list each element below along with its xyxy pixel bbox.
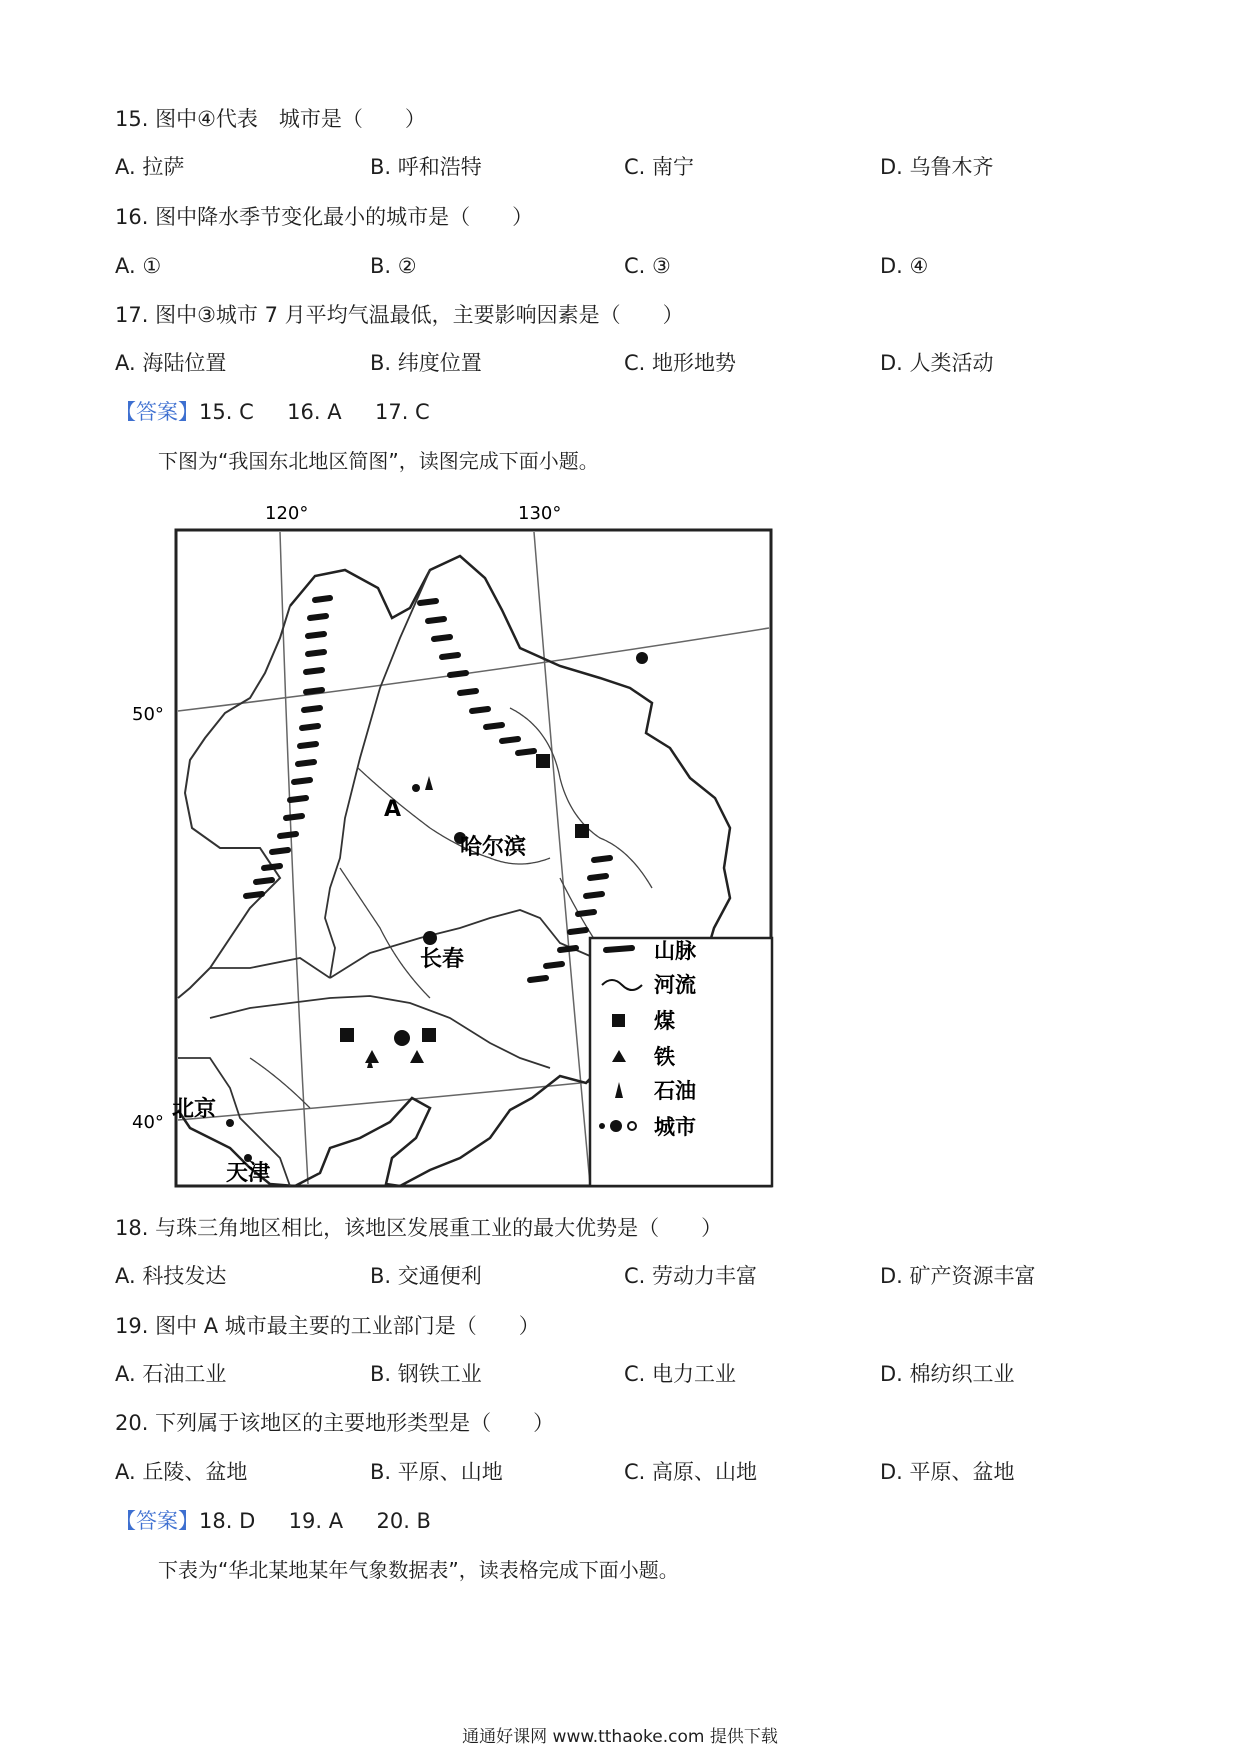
question-18: 18. 与珠三角地区相比，该地区发展重工业的最大优势是（ ） — [115, 1216, 723, 1240]
coal-icon — [340, 1028, 354, 1042]
question-20-options — [0, 1458, 1240, 1488]
option-d: D. ④ — [880, 254, 929, 278]
northeast-china-map — [130, 498, 780, 1198]
option-a: A. 拉萨 — [115, 155, 185, 179]
coal-icon — [612, 1014, 625, 1027]
city-changchun-marker — [423, 931, 437, 945]
answer-line-2: 【答案】18. D 19. A 20. B — [115, 1509, 431, 1533]
boundary-inner-mongolia — [325, 570, 430, 978]
option-c: C. ③ — [624, 254, 671, 278]
boundary-west — [178, 606, 290, 998]
legend-label-oil: 石油 — [654, 1079, 696, 1103]
answer-line-1: 【答案】15. C 16. A 17. C — [115, 400, 430, 424]
option-a: A. 科技发达 — [115, 1264, 227, 1288]
option-d: D. 棉纺织工业 — [880, 1362, 1015, 1386]
legend-label-iron: 铁 — [654, 1045, 675, 1069]
option-d: D. 乌鲁木齐 — [880, 155, 994, 179]
latitude-label-50: 50° — [132, 704, 164, 725]
mountain-icon — [606, 948, 632, 950]
option-c: C. 南宁 — [624, 155, 695, 179]
intro-table: 下表为“华北某地某年气象数据表”，读表格完成下面小题。 — [158, 1558, 679, 1582]
question-15: 15. 图中④代表 城市是（ ） — [115, 107, 426, 131]
label-beijing: 北京 — [172, 1097, 217, 1122]
option-d: D. 矿产资源丰富 — [880, 1264, 1036, 1288]
city-shenyang-marker — [394, 1030, 410, 1046]
footer-watermark: 通通好课网 www.tthaoke.com 提供下载 — [462, 1727, 778, 1747]
question-18-options — [0, 1262, 1240, 1292]
label-harbin: 哈尔滨 — [460, 835, 527, 860]
longitude-label-130: 130° — [518, 503, 562, 524]
oil-icon — [425, 776, 433, 790]
question-15-options — [0, 153, 1240, 183]
city-icon — [610, 1120, 622, 1132]
option-c: C. 高原、山地 — [624, 1460, 758, 1484]
option-a: A. 海陆位置 — [115, 351, 227, 375]
option-d: D. 平原、盆地 — [880, 1460, 1015, 1484]
legend-label-mountain: 山脉 — [654, 939, 696, 963]
option-c: C. 劳动力丰富 — [624, 1264, 758, 1288]
city-beijing-marker — [226, 1119, 234, 1127]
label-changchun: 长春 — [420, 947, 465, 972]
question-16: 16. 图中降水季节变化最小的城市是（ ） — [115, 205, 534, 229]
legend-label-city: 城市 — [654, 1115, 696, 1139]
legend-label-river: 河流 — [654, 973, 696, 997]
question-19-options — [0, 1360, 1240, 1390]
iron-icon — [365, 1050, 379, 1063]
answer-tag: 【答案】 — [115, 1509, 199, 1533]
option-c: C. 地形地势 — [624, 351, 737, 375]
latitude-label-40: 40° — [132, 1112, 164, 1133]
option-b: B. ② — [370, 254, 417, 278]
option-d: D. 人类活动 — [880, 351, 994, 375]
question-17-options — [0, 349, 1240, 379]
legend-label-coal: 煤 — [654, 1009, 675, 1033]
label-tianjin: 天津 — [226, 1161, 271, 1186]
option-a: A. ① — [115, 254, 162, 278]
city-north-marker — [636, 652, 648, 664]
coal-icon — [422, 1028, 436, 1042]
resource-symbols — [340, 754, 589, 1068]
intro-map: 下图为“我国东北地区简图”，读图完成下面小题。 — [158, 449, 599, 473]
boundary-jilin-liaoning — [210, 958, 550, 1068]
question-16-options — [0, 252, 1240, 282]
coal-icon — [575, 824, 589, 838]
meridian-120 — [280, 532, 308, 1184]
city-a-marker — [412, 784, 420, 792]
answer-tag: 【答案】 — [115, 400, 199, 424]
city-icon — [599, 1123, 605, 1129]
city-markers — [226, 652, 648, 1162]
option-b: B. 交通便利 — [370, 1264, 482, 1288]
option-c: C. 电力工业 — [624, 1362, 737, 1386]
question-17: 17. 图中③城市 7 月平均气温最低，主要影响因素是（ ） — [115, 303, 684, 327]
coal-icon — [536, 754, 550, 768]
map-legend — [590, 938, 772, 1186]
option-a: A. 石油工业 — [115, 1362, 227, 1386]
longitude-label-120: 120° — [265, 503, 309, 524]
option-b: B. 钢铁工业 — [370, 1362, 482, 1386]
question-19: 19. 图中 A 城市最主要的工业部门是（ ） — [115, 1314, 540, 1338]
option-b: B. 纬度位置 — [370, 351, 482, 375]
option-b: B. 呼和浩特 — [370, 155, 482, 179]
label-city-a: A — [384, 797, 402, 822]
option-a: A. 丘陵、盆地 — [115, 1460, 248, 1484]
iron-icon — [410, 1050, 424, 1063]
option-b: B. 平原、山地 — [370, 1460, 503, 1484]
question-20: 20. 下列属于该地区的主要地形类型是（ ） — [115, 1411, 555, 1435]
